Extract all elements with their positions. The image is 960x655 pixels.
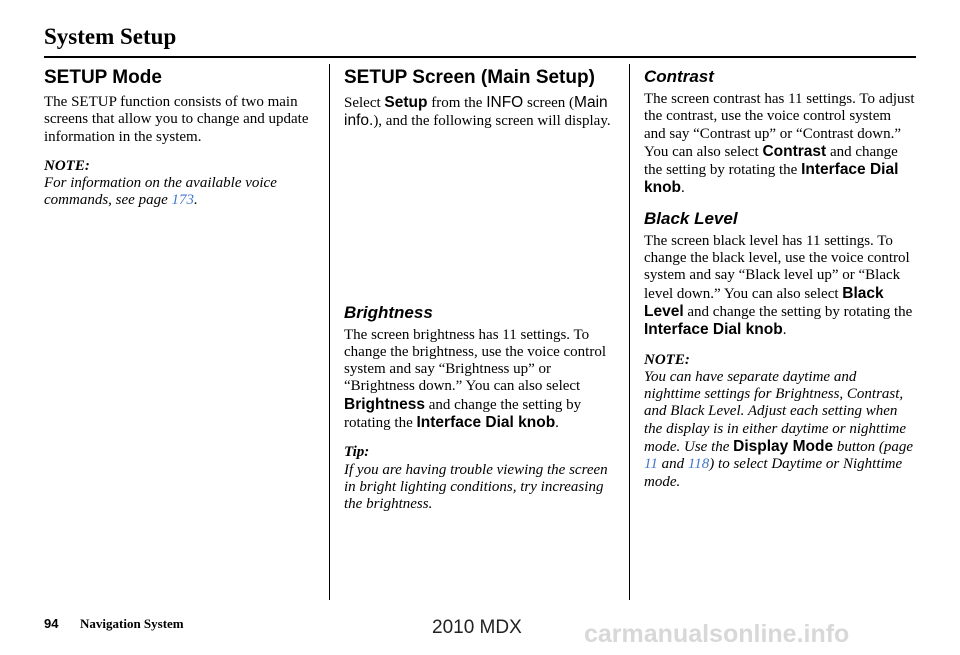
setup-mode-paragraph: The SETUP function consists of two main screens that allow you to change and update information in the system. [44,94,309,145]
contrast-term: Contrast [762,142,827,160]
note-text: For information on the available voice commands, see page [44,175,277,209]
intro-text-4: ), and the following screen will display. [373,113,611,130]
brightness-term: Brightness [344,395,425,413]
heading-brightness: Brightness [344,302,433,322]
brightness-text-1: The screen brightness has 11 settings. To change the brightness, use the voice control system and say “Brightness up” or “Brightness down.” You can also select [344,326,607,395]
note-label: NOTE: [44,157,90,174]
note-text-4: ) to select Daytime or Nighttime mode. [644,456,903,490]
page-link-173[interactable]: 173 [171,192,194,209]
page-number: 94 [44,616,59,631]
note-display-mode [644,369,916,491]
interface-dial-knob-term: Interface Dial knob [644,321,783,339]
display-mode-term: Display Mode [733,438,834,456]
note-label: NOTE: [644,351,690,368]
tip-label: Tip: [344,444,370,461]
note-text-3: and [657,456,688,473]
column-setup-mode [44,66,316,210]
interface-dial-knob-term: Interface Dial knob [416,414,556,432]
black-text-3: . [782,322,787,339]
setup-term: Setup [384,94,428,111]
intro-text-3: screen ( [523,95,575,111]
footer-label: Navigation System [80,616,184,631]
contrast-text-1: The screen contrast has 11 settings. To adjust the contrast, use the voice control system and say “Contrast up” or “Contrast down.” You can also select [644,91,915,160]
page-title: System Setup [44,24,177,49]
setup-screen-intro [344,94,616,131]
main-info-term: Main info. [344,94,608,130]
note-text-2: button (page [833,439,914,456]
heading-contrast: Contrast [644,67,714,86]
contrast-text-3: . [681,180,685,197]
page-link-118[interactable]: 118 [687,456,710,473]
column-setup-screen [344,66,616,514]
heading-setup-screen: SETUP Screen (Main Setup) [344,67,595,88]
intro-text-1: Select [344,95,385,111]
black-text-2: and change the setting by rotating the [683,303,913,320]
contrast-text-2: and change the setting by rotating the [644,143,898,179]
heading-setup-mode: SETUP Mode [44,67,162,88]
column-divider-1 [329,64,330,600]
note-voice-commands [44,175,316,210]
column-contrast-black [644,66,916,491]
note-text-1: You can have separate daytime and nighttime settings for Brightness, Contrast, and Black Level. Adjust each setting when the display is in either daytime or nighttime mode. Use the [644,368,907,456]
note-end: . [193,192,198,209]
black-level-paragraph [644,233,916,340]
title-divider [44,56,916,58]
intro-text-2: from the [427,95,487,111]
column-divider-2 [629,64,630,600]
site-watermark: carmanualsonline.info [584,620,850,648]
interface-dial-knob-term: Interface Dial knob [644,161,899,197]
contrast-paragraph [644,91,916,198]
model-watermark: 2010 MDX [432,617,522,638]
info-term: INFO [486,94,524,111]
black-text-1: The screen black level has 11 settings. To change the black level, use the voice control system and say “Black level up” or “Black level down.” You can also select [644,232,910,302]
black-level-term: Black Level [644,284,884,320]
brightness-text-3: . [555,415,559,432]
heading-black-level: Black Level [644,208,738,228]
spacer [644,198,916,208]
brightness-paragraph [344,327,616,433]
brightness-text-2: and change the setting by rotating the [344,396,582,432]
screen-image-placeholder [344,131,616,302]
page-link-11[interactable]: 11 [644,456,658,473]
tip-text: If you are having trouble viewing the screen in bright lighting conditions, try increasing the brightness. [344,461,608,513]
